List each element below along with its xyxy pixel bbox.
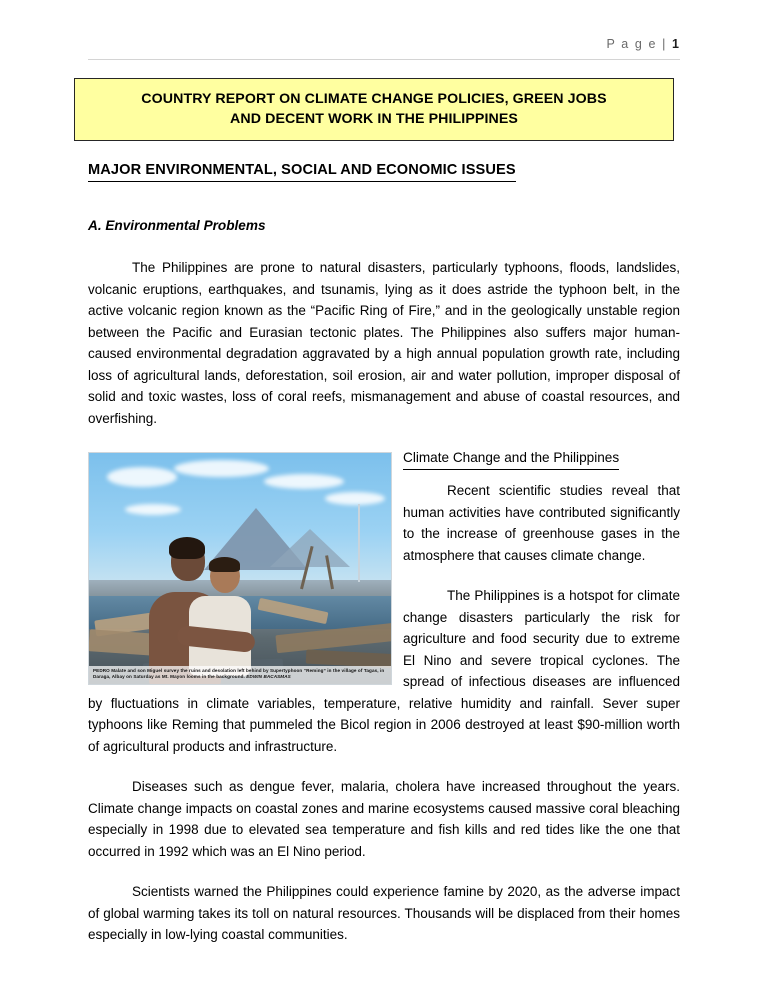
report-title-box (74, 78, 674, 141)
paragraph-famine-warning: Scientists warned the Philippines could experience famine by 2020, as the adverse impact of global warming takes its toll on natural resources. Thousands will be displaced from their homes especially in low-lying coastal communities. (88, 884, 680, 942)
page-separator: | (662, 37, 673, 51)
photo-caption-text: PEDRO Malate and son Miguel survey the ruins and desolation left behind by Supertyphoon “Reming” in the village of Tagas, in Daraga, Albay on Saturday as Mt. Mayon looms in the background. (93, 667, 385, 680)
minor-heading-climate-change: Climate Change and the Philippines (403, 448, 619, 470)
paragraph-hotspot: The Philippines is a hotspot for climate change disasters particularly the risk for agriculture and food security due to extreme El Nino and severe tropical cyclones. The spread of infectious diseases are influenced by fluctuations in climate variables, temperature, relative humidity and rainfall. Sever super typhoons like Reming that pummeled the Bicol region in 2006 destroyed at least $90-million worth of agricultural products and infrastructure. (88, 588, 680, 754)
cloud-icon (107, 467, 177, 487)
report-title-line-2: AND DECENT WORK IN THE PHILIPPINES (230, 111, 518, 127)
document-body (88, 160, 680, 965)
photo-image (88, 452, 392, 685)
page-number-label (88, 36, 680, 53)
page-word: P a g e (606, 37, 663, 51)
figure-typhoon-photo (88, 452, 392, 685)
page-number-value: 1 (672, 37, 679, 51)
cloud-icon (264, 474, 344, 489)
utility-pole-shape (358, 504, 360, 582)
page-header (88, 36, 680, 60)
photo-caption (89, 666, 391, 684)
section-heading: MAJOR ENVIRONMENTAL, SOCIAL AND ECONOMIC ISSUES (88, 160, 516, 182)
cloud-icon (174, 460, 269, 477)
report-title-line-1: COUNTRY REPORT ON CLIMATE CHANGE POLICIES, GREEN JOBS (141, 91, 607, 107)
child-hair-shape (209, 557, 240, 572)
photo-caption-credit: EDWIN BACASMAS (246, 674, 291, 680)
cloud-icon (125, 504, 181, 515)
paragraph-environmental-problems: The Philippines are prone to natural disasters, particularly typhoons, floods, landslides, volcanic eruptions, earthquakes, and tsunamis, lying as it does astride the typhoon belt, in the active volcanic region known as the “Pacific Ring of Fire,” and in the geologically unstable region between the Pacific and Eurasian tectonic plates. The Philippines also suffers major human-caused environmental degradation aggravated by a high annual population growth rate, including loss of agricultural lands, deforestation, soil erosion, air and water pollution, improper disposal of solid and toxic wastes, loss of coral reefs, mismanagement and abuse of coastal resources, and overfishing. (88, 260, 680, 426)
section-heading-row (88, 160, 680, 182)
paragraph-diseases: Diseases such as dengue fever, malaria, cholera have increased throughout the years. Climate change impacts on coastal zones and marine ecosystems caused massive coral bleaching especially in 1998 due to elevated sea temperature and fish kills and red tides like the one that occurred in 1992 which was an El Nino period. (88, 779, 680, 859)
man-hair-shape (169, 537, 205, 559)
subsection-heading: A. Environmental Problems (88, 218, 266, 233)
paragraph-recent-studies: Recent scientific studies reveal that human activities have contributed significantly to the increase of greenhouse gases in the atmosphere that causes climate change. (403, 483, 680, 563)
